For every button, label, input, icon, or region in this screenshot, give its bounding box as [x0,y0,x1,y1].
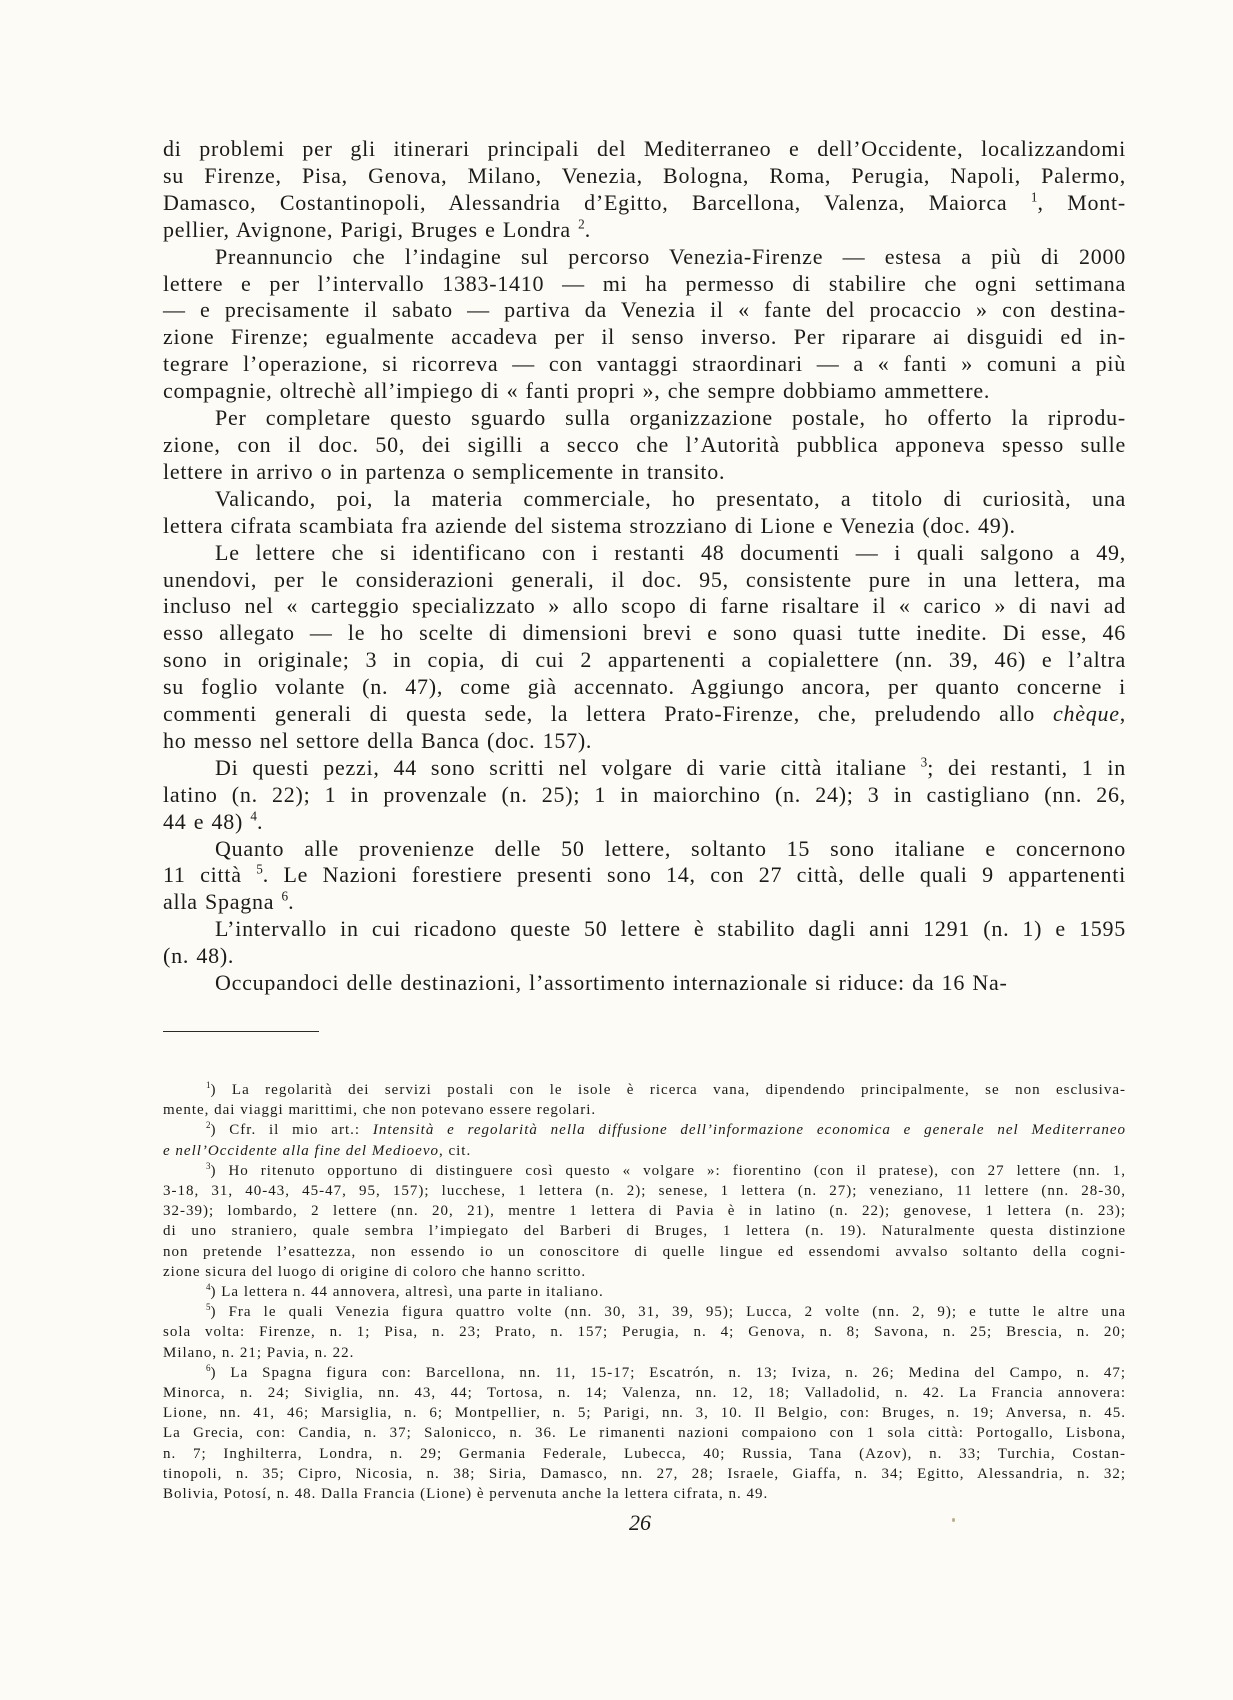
text-line [163,1161,1126,1181]
text-run: latino (n. 22); 1 in provenzale (n. 25); 1 in maiorchino (n. 24); 3 in castigliano (nn. 26, [163,781,1126,807]
text-run: . [288,889,295,915]
text-line [163,970,1126,997]
text-run: compagnie, oltrechè all’impiego di « fanti propri », che sempre dobbiamo ammettere. [163,378,991,404]
text-run: ) Cfr. il mio art.: [210,1122,373,1139]
footnotes [163,1080,1126,1504]
text-run: zione sicura del luogo di origine di coloro che hanno scritto. [163,1263,587,1280]
italic-text: e nell’Occidente alla fine del Medioevo [163,1142,439,1159]
footnote-ref: 2 [206,1120,211,1131]
text-line [163,647,1126,674]
text-run: di problemi per gli itinerari principali del Mediterraneo e dell’Occidente, localizzandomi [163,136,1126,161]
text-run: Valicando, poi, la materia commerciale, ho presentato, a titolo di curiosità, una [215,485,1126,511]
text-line [163,190,1126,217]
scan-speck [952,1518,955,1522]
footnote-ref: 1 [1030,189,1038,205]
text-run: zione, con il doc. 50, dei sigilli a secco che l’Autorità pubblica apponeva spesso sulle [163,431,1126,457]
text-run: lettere e per l’intervallo 1383-1410 — mi ha permesso di stabilire che ogni settimana [163,270,1126,296]
text-line [163,674,1126,701]
text-line [163,271,1126,298]
text-line [163,324,1126,351]
footnote [163,1282,1126,1302]
footnote [163,1161,1126,1282]
text-line [163,486,1126,513]
paragraph [163,755,1126,836]
text-run: Bolivia, Potosí, n. 48. Dalla Francia (Lione) è pervenuta anche la lettera cifrata, n. 49. [163,1486,769,1503]
text-run: Minorca, n. 24; Siviglia, nn. 43, 44; Tortosa, n. 14; Valenza, nn. 12, 18; Valladolid, n. 42. La Francia annovera: [163,1385,1126,1402]
text-run: zione Firenze; egualmente accadeva per il senso inverso. Per riparare ai disguidi ed in- [163,324,1126,350]
text-line [163,862,1126,889]
text-line [163,1141,1126,1161]
text-line [163,943,1126,970]
text-run: (n. 48). [163,943,235,969]
text-run: Milano, n. 21; Pavia, n. 22. [163,1344,355,1361]
paragraph [163,486,1126,540]
text-line [163,1282,1126,1302]
text-line [163,459,1126,486]
text-line [163,405,1126,432]
page-number: 26 [629,1510,651,1535]
text-run: sola volta: Firenze, n. 1; Pisa, n. 23; Prato, n. 157; Perugia, n. 4; Genova, n. 8; Savona, n. 25; Brescia, n. 20; [163,1324,1126,1341]
text-line [163,1484,1126,1504]
text-line [163,1181,1126,1201]
text-line [163,701,1126,728]
text-line [163,513,1126,540]
text-run: 11 città [163,862,257,888]
text-line [163,809,1126,836]
text-line [163,1383,1126,1403]
footnote-ref: 4 [206,1282,211,1293]
footnote-ref: 5 [256,861,263,877]
text-line [163,163,1126,190]
body-text [163,136,1126,997]
text-line [163,297,1126,324]
text-line [163,1262,1126,1282]
text-line [163,1444,1126,1464]
text-run: non pretende l’esattezza, non essendo io un conoscitore di quelle lingue ed essendomi avvalso soltanto della cogni- [163,1243,1126,1260]
text-run: . [256,808,264,834]
footnote-ref: 6 [281,888,289,904]
text-run: lettera cifrata scambiata fra aziende del sistema strozziano di Lione e Venezia (doc. 49). [163,512,1016,538]
text-line [163,1302,1126,1322]
text-line [163,1363,1126,1383]
text-line [163,432,1126,459]
italic-text: Intensità e regolarità nella diffusione dell’informazione economica e generale nel Mediterraneo [372,1122,1126,1139]
text-line [163,728,1126,755]
text-line [163,1464,1126,1484]
text-line [163,1080,1126,1100]
text-run: ) La regolarità dei servizi postali con le isole è ricerca vana, dipendendo principalmente, se non esclusiva- [210,1082,1126,1098]
text-run: , cit. [438,1142,472,1159]
text-line [163,1242,1126,1262]
footnote [163,1120,1126,1160]
footnote-separator [163,1031,319,1032]
text-run: Damasco, Costantinopoli, Alessandria d’Egitto, Barcellona, Valenza, Maiorca [163,189,1031,215]
text-line [163,1423,1126,1443]
text-run: Per completare questo sguardo sulla organizzazione postale, ho offerto la riprodu- [215,405,1126,431]
text-run: L’intervallo in cui ricadono queste 50 lettere è stabilito dagli anni 1291 (n. 1) e 1595 [215,916,1126,942]
text-run: tinopoli, n. 35; Cipro, Nicosia, n. 38; Siria, Damasco, nn. 27, 28; Israele, Giaffa, n. 34; Egitto, Alessandria, n. 32; [163,1465,1126,1482]
text-run: esso allegato — le ho scelte di dimensioni brevi e sono quasi tutte inedite. Di esse, 46 [163,620,1126,646]
text-line [163,889,1126,916]
text-line [163,567,1126,594]
text-run: alla Spagna [163,889,282,915]
text-run: su foglio volante (n. 47), come già accennato. Aggiungo ancora, per quanto concerne i [163,674,1126,700]
footnote [163,1302,1126,1363]
text-run: pellier, Avignone, Parigi, Bruges e Londra [163,216,579,242]
text-line [163,836,1126,863]
text-run: ) Ho ritenuto opportuno di distinguere così questo « volgare »: fiorentino (con il pratese), con 27 lettere (nn. 1, [210,1162,1126,1179]
footnote-ref: 2 [578,216,585,232]
text-line [163,1120,1126,1140]
paragraph [163,244,1126,405]
footnote [163,1363,1126,1504]
text-line [163,782,1126,809]
text-line [163,244,1126,271]
text-run: 32-39); lombardo, 2 lettere (nn. 20, 21), mentre 1 lettera di Pavia è in latino (n. 22); genovese, 1 lettera (n. 23); [163,1203,1126,1220]
paragraph [163,916,1126,970]
footnote-ref: 3 [920,754,928,770]
footnote-ref: 6 [206,1363,211,1373]
text-run: incluso nel « carteggio specializzato » allo scopo di farne risaltare il « carico » di navi ad [163,593,1126,619]
paragraph [163,136,1126,244]
text-run: tegrare l’operazione, si ricorreva — con vantaggi straordinari — a « fanti » comuni a più [163,351,1126,377]
text-run: mente, dai viaggi marittimi, che non potevano essere regolari. [163,1102,597,1119]
text-run: sono in originale; 3 in copia, di cui 2 appartenenti a copialettere (nn. 39, 46) e l’altra [163,647,1126,673]
text-run: commenti generali di questa sede, la lettera Prato-Firenze, che, preludendo allo [163,701,1053,727]
text-run: unendovi, per le considerazioni generali, il doc. 95, consistente pure in una lettera, ma [163,566,1126,592]
text-run: Le lettere che si identificano con i restanti 48 documenti — i quali salgono a 49, [215,539,1126,565]
paragraph [163,836,1126,917]
text-line [163,378,1126,405]
text-run: ; dei restanti, 1 in [927,754,1126,780]
text-line [163,1100,1126,1120]
text-run: ho messo nel settore della Banca (doc. 157). [163,727,593,753]
text-line [163,1322,1126,1342]
paragraph [163,540,1126,755]
italic-text: chèque [1052,701,1120,727]
text-line [163,1201,1126,1221]
footnote-ref: 1 [206,1080,211,1091]
text-line [163,1221,1126,1241]
text-run: , Mont- [1037,189,1126,215]
footnote [163,1080,1126,1120]
text-line [163,1403,1126,1423]
text-run: Lione, nn. 41, 46; Marsiglia, n. 6; Montpellier, n. 5; Parigi, nn. 3, 10. Il Belgio, con: Bruges, n. 19; Anversa, n. 45. [163,1405,1126,1422]
text-run: Occupandoci delle destinazioni, l’assortimento internazionale si riduce: da 16 Na- [215,970,1008,996]
text-run: , [1119,701,1126,727]
text-run: Di questi pezzi, 44 sono scritti nel volgare di varie città italiane [215,754,921,780]
text-line [163,351,1126,378]
footnote-ref: 5 [206,1302,211,1313]
text-run: di uno straniero, quale sembra l’impiegato del Barberi di Bruges, 1 lettera (n. 19). Naturalmente questa distinzione [163,1223,1126,1240]
text-line [163,136,1126,163]
text-line [163,1343,1126,1363]
footnote-ref: 4 [250,808,257,824]
text-run: . [584,216,591,242]
text-run: n. 7; Inghilterra, Londra, n. 29; Germania Federale, Lubecca, 40; Russia, Tana (Azov), n. 33; Turchia, Costan- [163,1445,1126,1462]
text-run: su Firenze, Pisa, Genova, Milano, Venezia, Bologna, Roma, Perugia, Napoli, Palermo, [163,162,1126,188]
text-line [163,593,1126,620]
text-line [163,217,1126,244]
text-run: Quanto alle provenienze delle 50 lettere, soltanto 15 sono italiane e concernono [215,835,1126,861]
text-line [163,620,1126,647]
text-line [163,916,1126,943]
text-run: 3-18, 31, 40-43, 45-47, 95, 157); lucchese, 1 lettera (n. 2); senese, 1 lettera (n. 27); veneziano, 11 lettere (nn. 28-30, [163,1183,1126,1200]
text-line [163,540,1126,567]
text-run: Preannuncio che l’indagine sul percorso Venezia-Firenze — estesa a più di 2000 [215,243,1126,269]
text-run: . Le Nazioni forestiere presenti sono 14, con 27 città, delle quali 9 appartenenti [262,862,1126,888]
paragraph [163,405,1126,486]
text-run: La Grecia, con: Candia, n. 37; Salonicco, n. 36. Le rimanenti nazioni compaiono con 1 sola città: Portogallo, Lisbona, [163,1425,1126,1442]
text-run: ) Fra le quali Venezia figura quattro volte (nn. 30, 31, 39, 95); Lucca, 2 volte (nn. 2, 9); e tutte le altre una [210,1304,1126,1321]
text-run: lettere in arrivo o in partenza o semplicemente in transito. [163,458,726,484]
text-line [163,755,1126,782]
text-run: 44 e 48) [163,808,251,834]
footnote-ref: 3 [206,1160,211,1171]
text-run: ) La lettera n. 44 annovera, altresì, una parte in italiano. [210,1284,604,1301]
text-run: ) La Spagna figura con: Barcellona, nn. 11, 15-17; Escatrón, n. 13; Iviza, n. 26; Medina del Campo, n. 47; [210,1364,1126,1381]
text-run: — e precisamente il sabato — partiva da Venezia il « fante del procaccio » con destina- [163,297,1126,323]
paragraph [163,970,1126,997]
